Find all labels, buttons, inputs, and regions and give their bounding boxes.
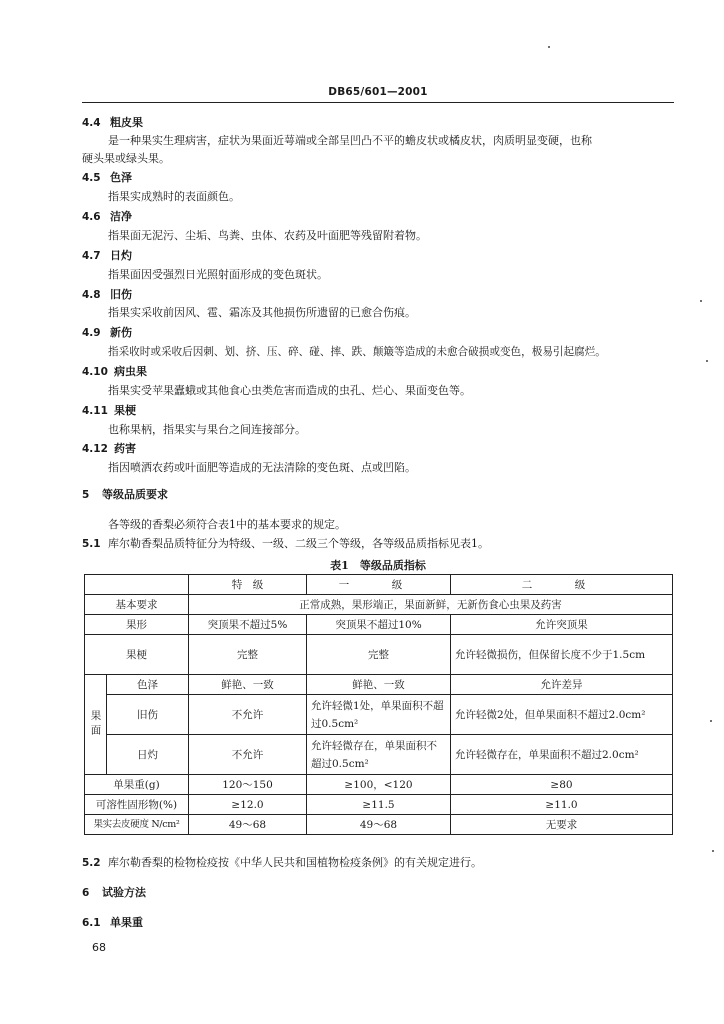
section-heading-4-8: [82, 288, 132, 302]
paragraph-line: 各等级的香梨必须符合表1中的基本要求的规定。: [108, 518, 346, 531]
row-label: 果形: [85, 615, 189, 635]
section-heading-4-10: [82, 365, 147, 379]
grade-quality-table: [84, 574, 673, 835]
paragraph-text: 库尔勒香梨品质特征分为特级、一级、二级三个等级，各等级品质指标见表1。: [108, 537, 489, 550]
section-number: 4.7: [82, 250, 101, 262]
section-heading-4-12: [82, 442, 136, 456]
row-label: 色泽: [107, 675, 189, 695]
section-number: 4.6: [82, 211, 101, 223]
section-number: 6.1: [82, 917, 101, 929]
section-heading-4-11: [82, 404, 136, 418]
table-header-cell: 特 级: [189, 575, 307, 595]
section-heading-4-6: [82, 210, 132, 224]
section-title: 洁净: [110, 210, 132, 223]
table-cell: 不允许: [189, 695, 307, 735]
table-cell: 突顶果不超过5%: [189, 615, 307, 635]
section-title: 新伤: [110, 326, 132, 339]
table-cell: ≥11.0: [451, 795, 673, 815]
paragraph-line: 硬头果或绿头果。: [82, 152, 170, 165]
table-cell: ≥100，<120: [307, 775, 451, 795]
table-cell: 完整: [189, 635, 307, 675]
section-number: 4.8: [82, 289, 101, 301]
row-label: 可溶性固形物(%): [85, 795, 189, 815]
section-heading-6: [82, 886, 146, 900]
table-cell: ≥11.5: [307, 795, 451, 815]
section-heading-4-7: [82, 249, 132, 263]
table-row: [85, 595, 673, 615]
paragraph-line: 指果面无泥污、尘垢、鸟粪、虫体、农药及叶面肥等残留附着物。: [108, 229, 427, 242]
paragraph-5-2: [82, 856, 482, 870]
table-header-row: [85, 575, 673, 595]
table-cell: ≥80: [451, 775, 673, 795]
table-cell: 允许轻微存在，单果面积不超过0.5cm²: [307, 735, 451, 775]
section-number: 4.9: [82, 327, 101, 339]
table-cell: 允许轻微损伤，但保留长度不少于1.5cm: [451, 635, 673, 675]
row-label: 单果重(g): [85, 775, 189, 795]
scan-speck: [706, 360, 708, 362]
section-number: 4.10: [82, 366, 108, 378]
section-heading-4-9: [82, 326, 132, 340]
paragraph-5-1: [82, 537, 489, 551]
table-cell: 无要求: [451, 815, 673, 835]
row-label: 基本要求: [85, 595, 189, 615]
section-number: 4.4: [82, 117, 101, 129]
section-number: 4.5: [82, 172, 101, 184]
section-title: 病虫果: [114, 365, 147, 378]
paragraph-line: 指采收时或采收后因刺、划、挤、压、碎、碰、摔、跌、颠簸等造成的未愈合破损或变色，极易引起腐烂。: [108, 346, 606, 358]
paragraph-line: 指果实成熟时的表面颜色。: [108, 190, 240, 203]
section-number: 4.12: [82, 443, 108, 455]
table-row: [85, 795, 673, 815]
section-number: 5: [82, 489, 90, 501]
section-heading-5: [82, 488, 168, 502]
scan-speck: [700, 300, 702, 302]
table-cell: 不允许: [189, 735, 307, 775]
scan-speck: [548, 46, 550, 48]
table-row: [85, 735, 673, 775]
section-number: 5.1: [82, 538, 101, 550]
section-title: 单果重: [110, 916, 143, 929]
row-label: 果实去皮硬度 N/cm²: [85, 815, 189, 835]
paragraph-line: 也称果柄，指果实与果台之间连接部分。: [108, 423, 306, 436]
section-number: 5.2: [82, 857, 101, 869]
table-header-blank: [85, 575, 189, 595]
table-cell: 允许差异: [451, 675, 673, 695]
section-title: 果梗: [114, 404, 136, 417]
section-title: 药害: [114, 442, 136, 455]
table-cell: 鲜艳、一致: [307, 675, 451, 695]
table-cell: 49～68: [189, 815, 307, 835]
scan-speck: [712, 850, 714, 852]
table-cell: ≥12.0: [189, 795, 307, 815]
row-label: 日灼: [107, 735, 189, 775]
header-rule: [82, 102, 674, 103]
scan-speck: [710, 720, 712, 722]
table-cell: 完整: [307, 635, 451, 675]
paragraph-text: 库尔勒香梨的检物检疫按《中华人民共和国植物检疫条例》的有关规定进行。: [108, 856, 482, 869]
paragraph-line: 指果实采收前因风、雹、霜冻及其他损伤所遗留的已愈合伤痕。: [108, 306, 416, 319]
section-title: 色泽: [110, 171, 132, 184]
section-heading-4-5: [82, 171, 132, 185]
row-label: 果梗: [85, 635, 189, 675]
table-cell: 允许轻微存在，单果面积不超过2.0cm²: [451, 735, 673, 775]
row-group-label: 果面: [85, 675, 107, 775]
section-title: 旧伤: [110, 288, 132, 301]
table-cell: 正常成熟，果形端正，果面新鲜，无新伤食心虫果及药害: [189, 595, 673, 615]
table-row: [85, 815, 673, 835]
paragraph-line: 是一种果实生理病害，症状为果面近萼端或全部呈凹凸不平的蟾皮状或橘皮状，肉质明显变硬，也称: [108, 134, 592, 147]
table-cell: 鲜艳、一致: [189, 675, 307, 695]
table-row: [85, 775, 673, 795]
table-caption: 表1 等级品质指标: [330, 559, 426, 572]
section-heading-6-1: [82, 916, 143, 930]
table-row: [85, 635, 673, 675]
table-cell: 允许轻微2处，但单果面积不超过2.0cm²: [451, 695, 673, 735]
section-number: 6: [82, 887, 90, 899]
table-cell: 允许突顶果: [451, 615, 673, 635]
section-number: 4.11: [82, 405, 108, 417]
table-header-cell: 二 级: [451, 575, 673, 595]
table-cell: 49～68: [307, 815, 451, 835]
section-title: 日灼: [110, 249, 132, 262]
table-row: [85, 675, 673, 695]
table-row: [85, 695, 673, 735]
section-heading-4-4: [82, 116, 143, 130]
section-title: 试验方法: [102, 886, 146, 899]
section-title: 粗皮果: [110, 116, 143, 129]
row-label: 旧伤: [107, 695, 189, 735]
document-code-header: DB65/601—2001: [328, 86, 428, 98]
table-row: [85, 615, 673, 635]
table-header-cell: 一 级: [307, 575, 451, 595]
page-number: 68: [92, 941, 106, 954]
table-cell: 突顶果不超过10%: [307, 615, 451, 635]
table-cell: 允许轻微1处，单果面积不超过0.5cm²: [307, 695, 451, 735]
section-title: 等级品质要求: [102, 488, 168, 501]
paragraph-line: 指因喷洒农药或叶面肥等造成的无法清除的变色斑、点或凹陷。: [108, 461, 416, 474]
paragraph-line: 指果实受苹果蠹蛾或其他食心虫类危害而造成的虫孔、烂心、果面变色等。: [108, 384, 471, 397]
paragraph-line: 指果面因受强烈日光照射面形成的变色斑状。: [108, 268, 328, 281]
table-cell: 120～150: [189, 775, 307, 795]
